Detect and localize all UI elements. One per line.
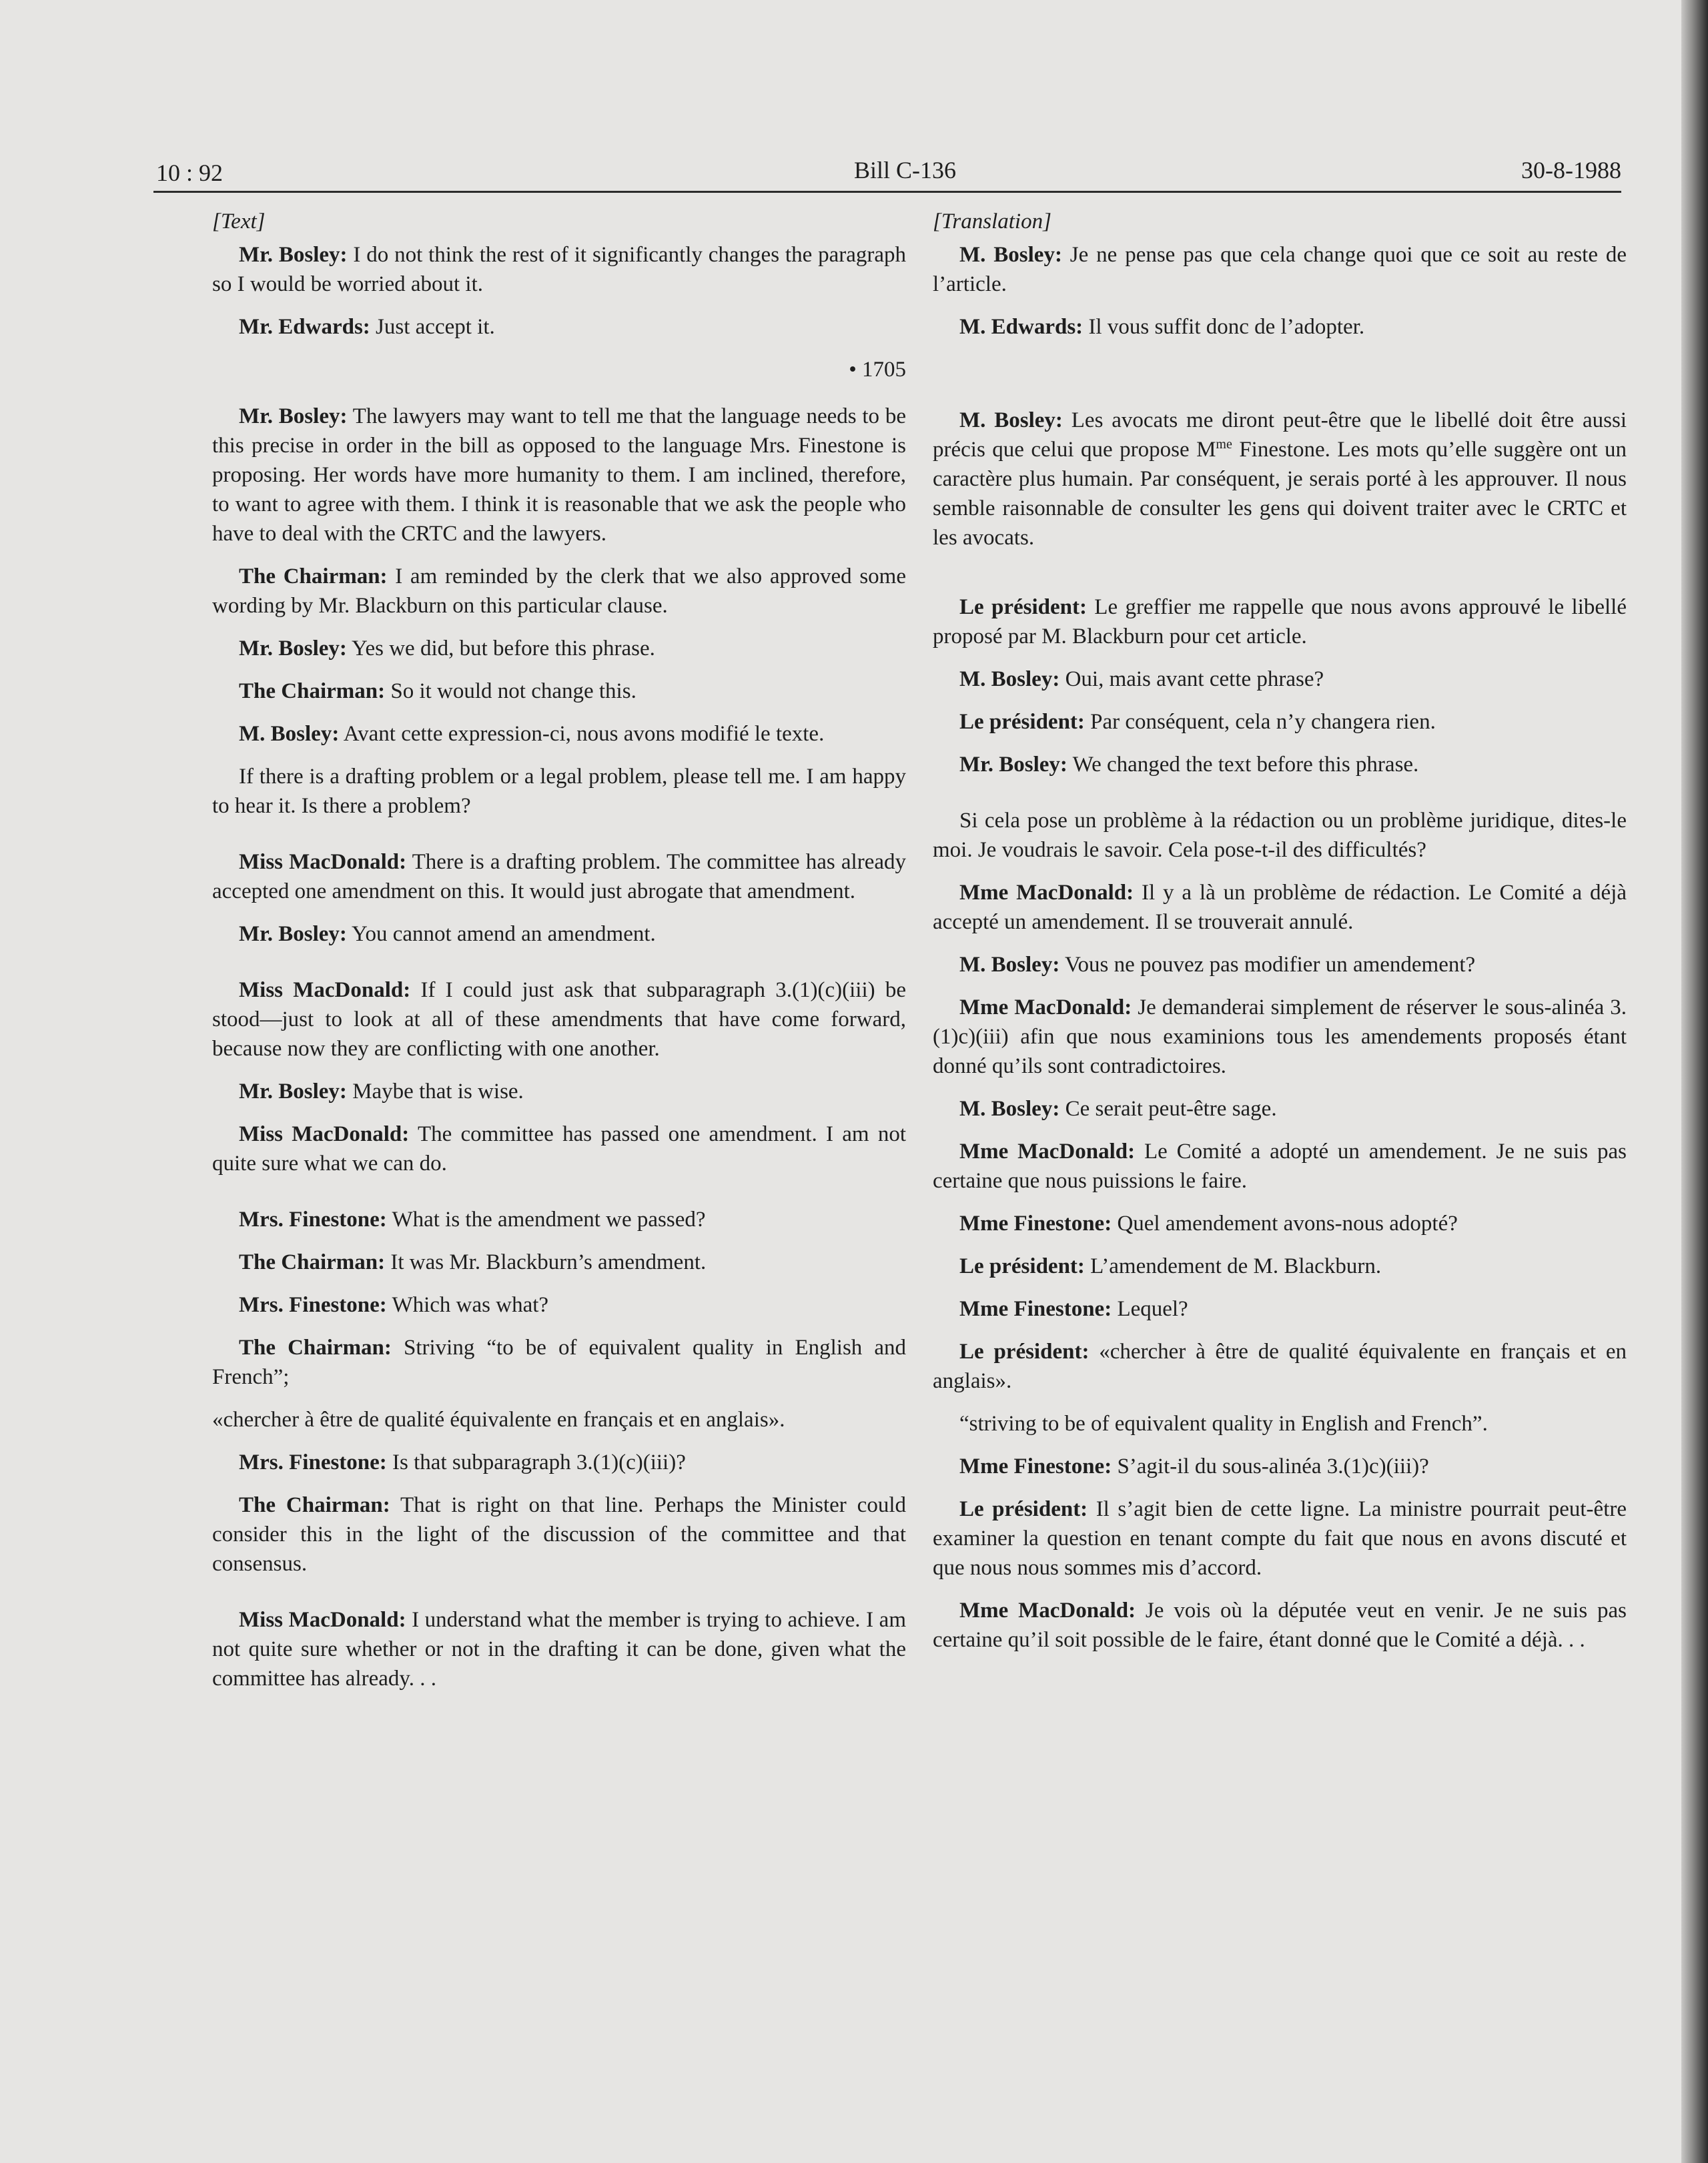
- speech: So it would not change this.: [385, 679, 636, 703]
- speech: There is a drafting problem. The committee has already accepted one amendment on this. It would just abrogate that amendment.: [212, 850, 906, 903]
- speech: S’agit-il du sous-alinéa 3.(1)c)(iii)?: [1112, 1454, 1429, 1478]
- speaker: Mme MacDonald:: [959, 881, 1134, 905]
- column-label: [Translation]: [933, 209, 1051, 234]
- entry: [212, 1405, 906, 1434]
- speaker: Mme MacDonald:: [959, 1599, 1136, 1623]
- speech: Yes we did, but before this phrase.: [346, 636, 655, 661]
- entry: [212, 1248, 906, 1277]
- entry: [933, 1452, 1627, 1481]
- english-column: [212, 207, 906, 1707]
- speech: Le Comité a adopté un amendement. Je ne suis pas certaine que nous puissions le faire.: [933, 1140, 1627, 1193]
- speaker: Le président:: [959, 1497, 1088, 1521]
- entry: [933, 592, 1627, 651]
- entry: [933, 1409, 1627, 1438]
- speech: We changed the text before this phrase.: [1067, 753, 1419, 777]
- speaker: Mrs. Finestone:: [239, 1208, 387, 1232]
- entry: [933, 707, 1627, 737]
- speech: Il vous suffit donc de l’adopter.: [1083, 315, 1365, 339]
- speaker: The Chairman:: [239, 679, 386, 703]
- entry: [212, 312, 906, 342]
- entry: [212, 562, 906, 620]
- entry: [933, 806, 1627, 865]
- speech: L’amendement de M. Blackburn.: [1084, 1254, 1382, 1278]
- french-column: [933, 207, 1627, 1668]
- entry: [212, 762, 906, 821]
- speech: Finestone. Les mots qu’elle suggère ont un caractère plus humain. Par conséquent, je serais porté à les approuver. Il nous semble raisonnable de consulter les gens qui doivent traiter avec le CRTC et les avocats.: [933, 438, 1627, 550]
- entry: [933, 1337, 1627, 1396]
- speech: Quel amendement avons-nous adopté?: [1112, 1212, 1458, 1236]
- entry: [933, 993, 1627, 1081]
- time-marker: • 1705: [849, 358, 906, 382]
- speaker: M. Bosley:: [239, 722, 340, 746]
- entry: [212, 919, 906, 949]
- entry: [933, 406, 1627, 552]
- speech: Je demanderai simplement de réserver le sous-alinéa 3.(1)c)(iii) afin que nous examinions tous les amendements proposés étant donné qu’ils sont contradictoires.: [933, 995, 1627, 1078]
- speaker: Le président:: [959, 710, 1085, 734]
- entry: [212, 1490, 906, 1579]
- speech: Maybe that is wise.: [346, 1079, 524, 1104]
- page-number: 10 : 92: [156, 159, 224, 186]
- speaker: Miss MacDonald:: [239, 850, 407, 874]
- entry: [933, 750, 1627, 779]
- entry: [212, 1605, 906, 1693]
- speech: Si cela pose un problème à la rédaction ou un problème juridique, dites-le moi. Je voudrais le savoir. Cela pose-t-il des difficultés?: [933, 809, 1627, 862]
- entry: [933, 1094, 1627, 1124]
- entry: [212, 719, 906, 749]
- speaker: Mr. Bosley:: [239, 922, 347, 946]
- speaker: Mme Finestone:: [959, 1212, 1112, 1236]
- speech: Il s’agit bien de cette ligne. La ministre pourrait peut-être examiner la question en tenant compte du fait que nous en avons discuté et que nous nous sommes mis d’accord.: [933, 1497, 1627, 1580]
- speaker: M. Bosley:: [959, 667, 1060, 691]
- speaker: M. Edwards:: [959, 315, 1084, 339]
- speech: Just accept it.: [370, 315, 495, 339]
- page-header: [153, 153, 1621, 193]
- speech: If I could just ask that subparagraph 3.(1)(c)(iii) be stood—just to look at all of these amendments that have come forward, because now they are conflicting with one another.: [212, 978, 906, 1061]
- speaker: Le président:: [959, 595, 1087, 619]
- speech: I do not think the rest of it significantly changes the paragraph so I would be worried about it.: [212, 243, 906, 296]
- entry: [212, 1205, 906, 1234]
- speech: What is the amendment we passed?: [386, 1208, 706, 1232]
- entry: [212, 847, 906, 906]
- entry: [933, 240, 1627, 299]
- speaker: M. Bosley:: [959, 953, 1060, 977]
- entry: [933, 312, 1627, 342]
- entry: [212, 1120, 906, 1178]
- speech: If there is a drafting problem or a legal problem, please tell me. I am happy to hear it. Is there a problem?: [212, 765, 906, 818]
- speech: Les avocats me diront peut-être que le libellé doit être aussi précis que celui que propose M: [933, 408, 1627, 462]
- speaker: Mr. Bosley:: [239, 243, 348, 267]
- entry: [933, 1209, 1627, 1238]
- entry: [933, 665, 1627, 694]
- entry: [212, 1290, 906, 1320]
- entry: [933, 1596, 1627, 1655]
- page-edge: [1681, 0, 1708, 2163]
- speech: «chercher à être de qualité équivalente en français et en anglais».: [212, 1408, 785, 1432]
- entry: [212, 975, 906, 1063]
- entry: [933, 1137, 1627, 1196]
- speech: «chercher à être de qualité équivalente en français et en anglais».: [933, 1340, 1627, 1393]
- speaker: The Chairman:: [239, 1493, 390, 1517]
- speech: I am reminded by the clerk that we also approved some wording by Mr. Blackburn on this particular clause.: [212, 564, 906, 618]
- speech: Vous ne pouvez pas modifier un amendement?: [1059, 953, 1476, 977]
- speech: The lawyers may want to tell me that the language needs to be this precise in order in the bill as opposed to the language Mrs. Finestone is proposing. Her words have more humanity to them. I am inclined, therefore, to want to agree with them. I think it is reasonable that we ask the people who have to deal with the CRTC and the lawyers.: [212, 404, 906, 546]
- speech: Lequel?: [1112, 1297, 1188, 1321]
- entry: [933, 1294, 1627, 1324]
- column-label: [Text]: [212, 209, 266, 234]
- speaker: Miss MacDonald:: [239, 978, 411, 1002]
- speech: Je ne pense pas que cela change quoi que ce soit au reste de l’article.: [933, 243, 1627, 296]
- speaker: The Chairman:: [239, 1336, 392, 1360]
- speaker: Mr. Edwards:: [239, 315, 370, 339]
- entry: [933, 1494, 1627, 1583]
- speech: Par conséquent, cela n’y changera rien.: [1084, 710, 1436, 734]
- speaker: Mme MacDonald:: [959, 1140, 1136, 1164]
- speech: Which was what?: [386, 1293, 549, 1317]
- superscript: me: [1216, 437, 1232, 452]
- speech: You cannot amend an amendment.: [346, 922, 656, 946]
- speech: Ce serait peut-être sage.: [1059, 1097, 1277, 1121]
- speech: Striving “to be of equivalent quality in English and French”;: [212, 1336, 906, 1389]
- entry: [933, 1252, 1627, 1281]
- speaker: Miss MacDonald:: [239, 1122, 410, 1146]
- speech: It was Mr. Blackburn’s amendment.: [385, 1250, 707, 1274]
- speaker: M. Bosley:: [959, 243, 1062, 267]
- entry: [933, 950, 1627, 979]
- speaker: The Chairman:: [239, 1250, 386, 1274]
- speaker: M. Bosley:: [959, 1097, 1060, 1121]
- speech: Avant cette expression-ci, nous avons modifié le texte.: [339, 722, 825, 746]
- speech: The committee has passed one amendment. I am not quite sure what we can do.: [212, 1122, 906, 1176]
- speaker: Mme MacDonald:: [959, 995, 1132, 1019]
- entry: [212, 402, 906, 548]
- speaker: Mme Finestone:: [959, 1297, 1112, 1321]
- speech: I understand what the member is trying to achieve. I am not quite sure whether or not in the drafting it can be done, given what the committee has already. . .: [212, 1608, 906, 1691]
- speech: Is that subparagraph 3.(1)(c)(iii)?: [386, 1450, 686, 1474]
- speaker: Mrs. Finestone:: [239, 1293, 387, 1317]
- entry: [212, 1448, 906, 1477]
- speech: Le greffier me rappelle que nous avons approuvé le libellé proposé par M. Blackburn pour cet article.: [933, 595, 1627, 648]
- speech: Il y a là un problème de rédaction. Le Comité a déjà accepté un amendement. Il se trouverait annulé.: [933, 881, 1627, 934]
- speaker: Mme Finestone:: [959, 1454, 1112, 1478]
- speaker: Mr. Bosley:: [239, 636, 347, 661]
- speaker: Le président:: [959, 1254, 1085, 1278]
- entry: [212, 1333, 906, 1392]
- speech: Je vois où la députée veut en venir. Je ne suis pas certaine qu’il soit possible de le faire, étant donné que le Comité a déjà. . .: [933, 1599, 1627, 1652]
- entry: [212, 240, 906, 299]
- bill-title: Bill C-136: [854, 157, 957, 183]
- speaker: Mr. Bosley:: [239, 404, 348, 428]
- entry: [212, 1077, 906, 1106]
- entry: [212, 677, 906, 706]
- speaker: Mr. Bosley:: [239, 1079, 347, 1104]
- speech: That is right on that line. Perhaps the Minister could consider this in the light of the discussion of the committee and that consensus.: [212, 1493, 906, 1576]
- entry: [933, 878, 1627, 937]
- speaker: Le président:: [959, 1340, 1090, 1364]
- speaker: Mr. Bosley:: [959, 753, 1068, 777]
- date: 30-8-1988: [1521, 157, 1621, 183]
- speech: “striving to be of equivalent quality in English and French”.: [959, 1412, 1488, 1436]
- speech: Oui, mais avant cette phrase?: [1059, 667, 1324, 691]
- entry: [212, 634, 906, 663]
- speaker: The Chairman:: [239, 564, 388, 588]
- speaker: M. Bosley:: [959, 408, 1063, 432]
- speaker: Miss MacDonald:: [239, 1608, 406, 1632]
- speaker: Mrs. Finestone:: [239, 1450, 387, 1474]
